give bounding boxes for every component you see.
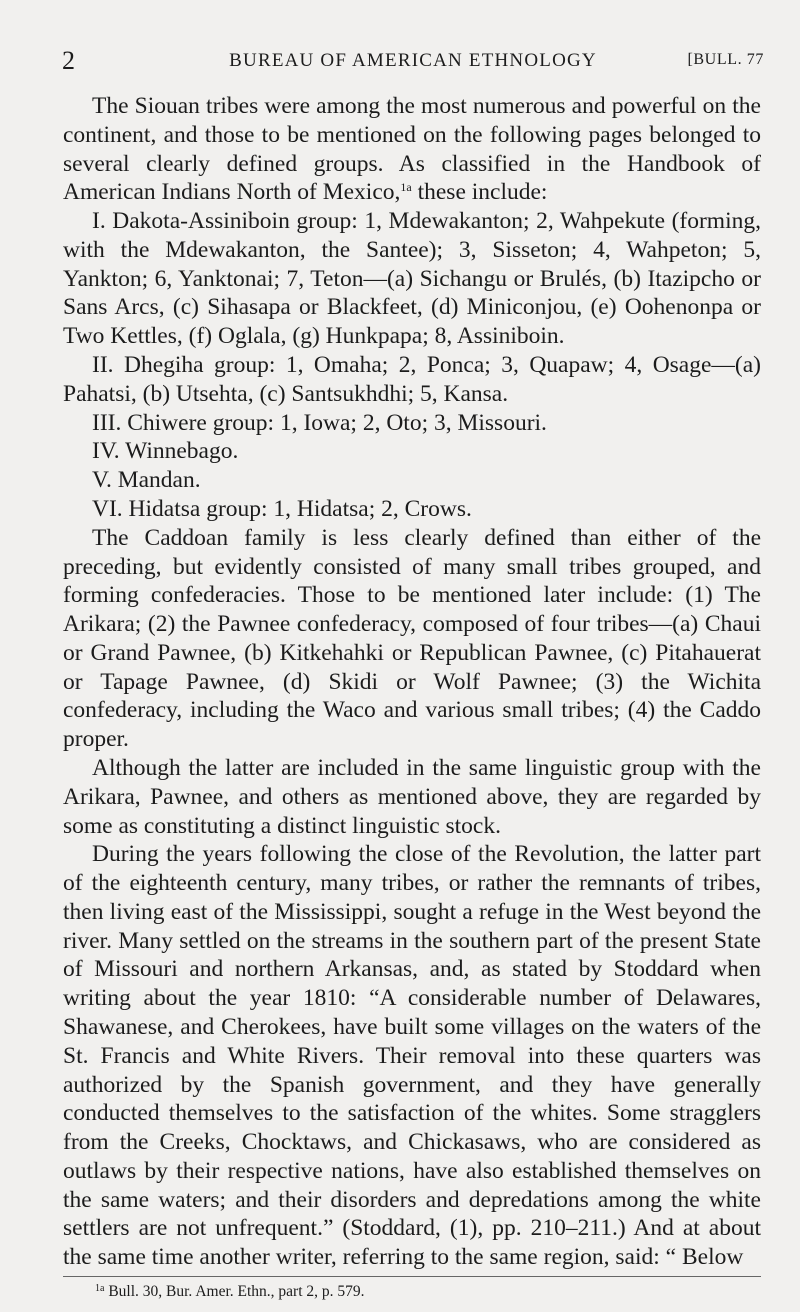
paragraph-intro: The Siouan tribes were among the most numerous and powerful on the continent, and those to be mentioned on the following pages belonged to several clearly defined groups. As classified in the Handbook of American Indians North of Mexico,$^{1a}$ these include: [63, 93, 761, 206]
paragraph-linguistic: Although the latter are included in the same linguistic group with the Arikara, Pawnee, and others as mentioned above, they are regarded by some as constituting a distinct linguistic stock. [63, 754, 761, 839]
paragraph-revolution: During the years following the close of the Revolution, the latter part of the eighteenth century, many tribes, or rather the remnants of tribes, then living east of the Mississippi, sought a refuge in the West beyond the river. Many settled on the streams in the southern part of the present State of Missouri and northern Arkansas, and, as stated by Stoddard when writing about the year 1810: “A considerable number of Delawares, Shawanese, and Cherokees, have built some villages on the waters of the St. Francis and White Rivers. Their removal into these quarters was authorized by the Spanish government, and they have generally conducted themselves to the satisfaction of the whites. Some stragglers from the Creeks, Chocktaws, and Chickasaws, who are considered as outlaws by their respective nations, have also established themselves on the same waters; and their disorders and depredations among the white settlers are not unfrequent.” (Stoddard, (1), pp. 210–211.) And at about the same time another writer, referring to the same region, said: “ Below [63, 841, 761, 1271]
footnote-text: Bull. 30, Bur. Amer. Ethn., part 2, p. 579. [104, 1283, 365, 1300]
paragraph-group-2: II. Dhegiha group: 1, Omaha; 2, Ponca; 3, Quapaw; 4, Osage—(a) Pahatsi, (b) Utsehta, (c) Santsukhdhi; 5, Kansa. [63, 352, 761, 407]
paragraph-group-1: I. Dakota-Assiniboin group: 1, Mdewakanton; 2, Wahpekute (forming, with the Mdewakanton, the Santee); 3, Sisseton; 4, Wahpeton; 5, Yankton; 6, Yanktonai; 7, Teton—(a) Sichangu or Brulés, (b) Itazipcho or Sans Arcs, (c) Sihasapa or Blackfeet, (d) Miniconjou, (e) Oohenonpa or Two Kettles, (f) Oglala, (g) Hunkpapa; 8, Assiniboin. [63, 208, 761, 350]
running-header [62, 46, 764, 80]
bulletin-number: [BULL. 77 [687, 51, 764, 68]
page-number: 2 [62, 46, 75, 75]
footnote-marker: 1a [95, 1283, 105, 1294]
footnote [95, 1283, 365, 1301]
running-title: BUREAU OF AMERICAN ETHNOLOGY [229, 50, 597, 71]
paragraph-caddoan: The Caddoan family is less clearly defined than either of the preceding, but evidently consisted of many small tribes grouped, and forming confederacies. Those to be mentioned later include: (1) The Arikara; (2) the Pawnee confederacy, composed of four tribes—(a) Chaui or Grand Pawnee, (b) Kitkehahki or Republican Pawnee, (c) Pitahauerat or Tapage Pawnee, (d) Skidi or Wolf Pawnee; (3) the Wichita confederacy, including the Waco and various small tribes; (4) the Caddo proper. [63, 524, 761, 753]
paragraph-group-4: IV. Winnebago. [92, 438, 239, 465]
paragraph-group-3: III. Chiwere group: 1, Iowa; 2, Oto; 3, Missouri. [92, 409, 547, 436]
body-text [63, 92, 761, 1272]
footnote-reference[interactable]: 1a [400, 180, 412, 195]
footnote-divider [63, 1276, 761, 1277]
paragraph-group-5: V. Mandan. [92, 467, 201, 494]
paragraph-group-6: VI. Hidatsa group: 1, Hidatsa; 2, Crows. [92, 495, 472, 522]
